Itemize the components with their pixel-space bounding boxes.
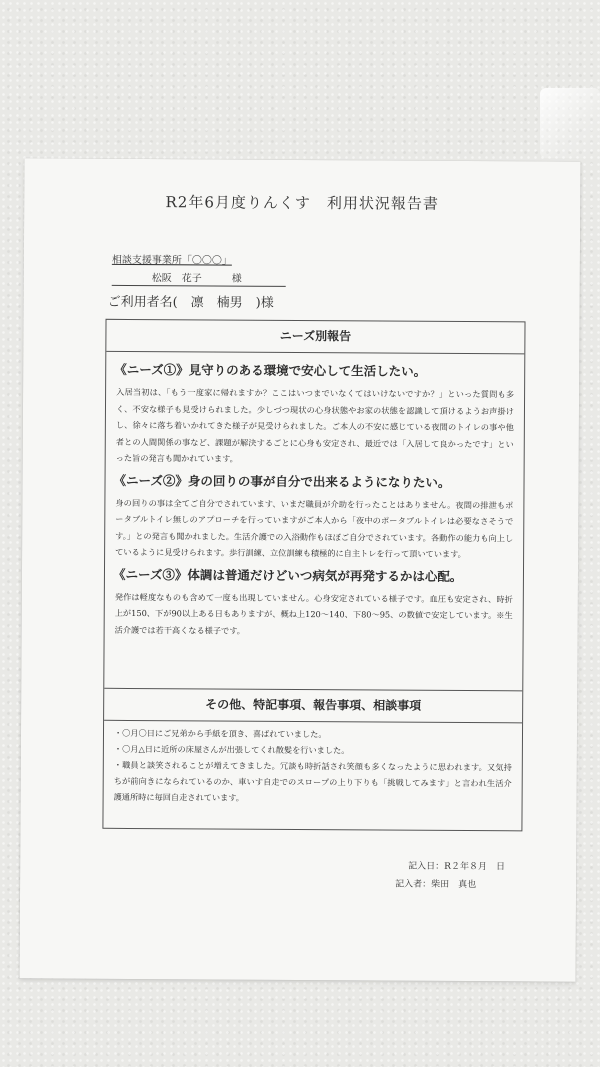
client-name: ご利用者名( 凛 楠男 )様 (107, 294, 274, 311)
other-item: ・〇月△日に近所の床屋さんが出張してくれ散髪を行いました。 (113, 743, 350, 756)
need-1-body: 入居当初は、「もう一度家に帰れますか？ここはいつまでいなくてはいけないですか？」といった質問も多く、不安な様子も見受けられました。少しづつ現状の心身状態やお家の状態を認識して頂けるようお声掛けし、徐々に落ち着いかれてきた様子が見受けられました。ご本人の不安に感じている夜間のトイレの事や他者との人間関係の事など、課題が解決するごとに心身も安定され、最近では「入居して良かったです」といった旨の発言も聞かれています。 (115, 386, 515, 464)
writer-name: 記入者：柴田 真也 (395, 879, 477, 891)
needs-heading: ニーズ別報告 (106, 320, 524, 355)
need-2-body: 身の回りの事は全てご自分でされています、いまだ職員が介助を行ったことはありません。夜間の排泄もポータブルトイレ無しのアプローチを行っていますがご本人から「夜中のポータブルトイレは必要なさそうです。」との発言も聞かれました。生活介護での入浴動作もほぼご自分でされています。各動作の能力も向上しているように見受けられます。歩行訓練、立位訓練も積極的に自主トレを行って頂いています。 (115, 497, 514, 560)
need-3-heading: 《ニーズ③》体調は普通だけどいつ病気が再発するかは心配。 (112, 566, 463, 584)
other-item: ・職員と談笑されることが増えてきました。冗談も時折話され笑顔も多くなったように思われます。又気持ちが前向きになられているのか、車いす自走でのスロープの上り下りも「挑戦してみます」と言われ生活介護通所時に毎回自走されています。 (113, 759, 512, 803)
report-paper (20, 158, 581, 981)
report-box (102, 319, 525, 832)
other-section (104, 721, 523, 812)
need-3-body: 発作は軽度なものも含めて一度も出現していません。心身安定されている様子です。血圧も安定され、時折上が150、下が90以上ある日もありますが、概ね上120～140、下80～95、の数値で安定しています。※生活介護では若干高くなる様子です。 (114, 591, 513, 636)
entry-date: 記入日：R２年８月 日 (408, 861, 505, 873)
tape-glare (540, 88, 600, 158)
need-2-heading: 《ニーズ②》身の回りの事が自分で出来るようになりたい。 (113, 472, 451, 490)
contact-person: 松阪 花子 様 (112, 269, 286, 287)
need-1-heading: 《ニーズ①》見守りのある環境で安心して生活したい。 (114, 361, 427, 379)
other-heading: その他、特記事項、報告事項、相談事項 (104, 688, 522, 724)
needs-section (104, 352, 524, 691)
other-item: ・〇月〇日にご兄弟から手紙を頂き、喜ばれていました。 (113, 727, 327, 740)
office-name: 相談支援事業所「〇〇〇」 (111, 254, 232, 267)
document-title: R2年6月度りんくす 利用状況報告書 (165, 193, 439, 213)
